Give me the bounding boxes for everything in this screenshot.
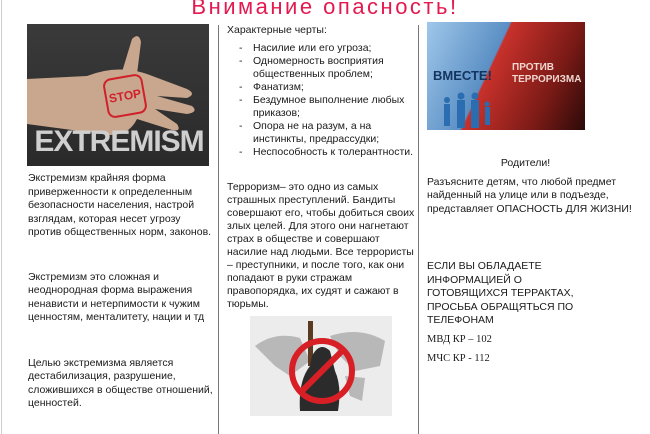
poster-against-line2: ТЕРРОРИЗМА [512, 74, 582, 85]
trait-item: - Одномерность восприятия общественных проблем; [227, 55, 417, 81]
no-terrorism-image [250, 316, 392, 416]
parents-text: Разъясните детям, что любой предмет найденный на улице или в подъезде, представляет ОПАСНОСТЬ ДЛЯ ЖИЗНИ! [427, 175, 632, 215]
stop-sign: STOP [102, 73, 148, 119]
middle-text [227, 24, 417, 416]
traits-heading: Характерные черты: [227, 24, 327, 36]
page-title: Внимание опасность! [191, 0, 459, 19]
page-edge [1, 0, 2, 434]
info-text: ЕСЛИ ВЫ ОБЛАДАЕТЕ ИНФОРМАЦИЕЙ О ГОТОВЯЩИХСЯ ТЕРРАКТАХ, ПРОСЬБА ОБРАЩЯТЬСЯ ПО ТЕЛЕФОНАМ [427, 260, 574, 326]
traits-list [227, 42, 417, 159]
extremism-form: Экстремизм это сложная и неоднородная форма выражения ненависти и нетерпимости к чужим ценностям, менталитету, нации и тд [28, 270, 205, 323]
no-terrorist-sign-icon [250, 316, 392, 416]
extremism-word: EXTREMISM [34, 125, 204, 158]
left-text [28, 172, 213, 411]
together-against-terrorism-poster [427, 22, 585, 130]
poster-against [512, 62, 581, 86]
extremism-definition: Экстремизм крайняя форма приверженности к определенным безопасности населения, настрой взглядам, которая несет угрозу против общественных норм, законов. [28, 172, 212, 238]
poster-against-line1: ПРОТИВ [512, 62, 555, 73]
phone-mvd: МВД КР – 102 [427, 333, 492, 345]
trait-item: - Опора не на разум, а на инстинкты, предрассудки; [227, 120, 417, 146]
trait-item: - Насилие или его угроза; [227, 42, 417, 55]
parents-heading: Родители! [500, 157, 551, 169]
trait-item: - Неспособность к толерантности. [227, 146, 417, 159]
column-divider [218, 25, 219, 434]
poster-together: ВМЕСТЕ! [433, 68, 492, 83]
column-divider [418, 25, 419, 434]
trait-item: - Фанатизм; [227, 81, 417, 94]
terrorism-text: Терроризм– это одно из самых страшных преступлений. Бандиты совершают его, чтобы добиться своих злых целей. Для этого они нагнетают страх в обществе и совершают насилие над людьми. Все террористы – преступники, и после того, как они попадают в руки стражам правопорядка, их судят и сажают в тюрьмы. [227, 181, 415, 310]
right-text [427, 157, 642, 366]
trait-item: - Бездумное выполнение любых приказов; [227, 94, 417, 120]
stop-extremism-image [27, 24, 209, 166]
family-silhouette-icon [435, 90, 495, 130]
phone-mchs: МЧС КР - 112 [427, 353, 490, 364]
extremism-goal: Целью экстремизма является дестабилизация, разрушение, сложившихся в обществе отношений, ценностей. [28, 356, 213, 409]
